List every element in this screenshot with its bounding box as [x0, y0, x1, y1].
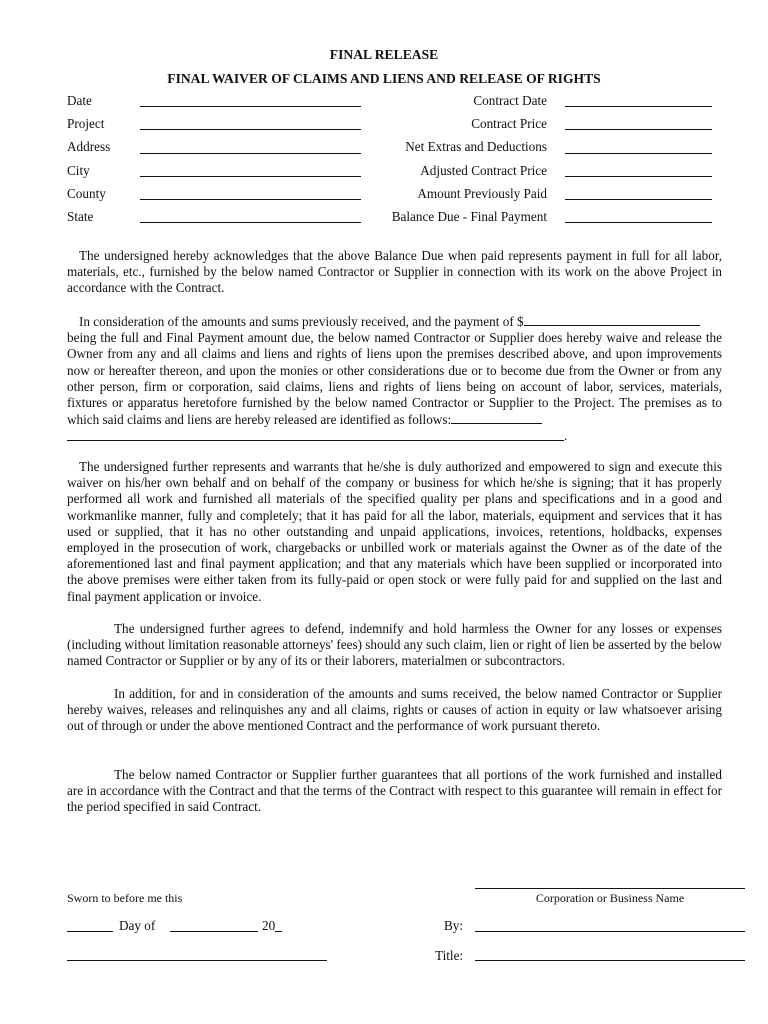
field-input-adjusted-price[interactable] [565, 176, 712, 177]
day-of-label: Day of [119, 918, 156, 933]
paragraph-consideration [67, 313, 722, 428]
paragraph-representations [67, 459, 722, 605]
field-label-balance-due: Balance Due - Final Payment [391, 209, 547, 224]
paragraph-text: The undersigned further agrees to defend, indemnify and hold harmless the Owner for any losses or expenses (including without limitation reasonable attorneys' fees) should any such claim, lien or right of lien be asserted by the below named Contractor or Supplier or by any of its or their laborers, materialmen or subcontractors. [67, 621, 722, 669]
field-input-city[interactable] [140, 176, 361, 177]
paragraph-text: In addition, for and in consideration of the amounts and sums received, the below named Contractor or Supplier hereby waives, releases and relinquishes any and all claims, rights or causes of action in equity or law whatsoever arising out of through or under the above mentioned Contract and the performance of work pursuant thereto. [67, 686, 722, 734]
by-label: By: [444, 918, 464, 933]
field-input-address[interactable] [140, 153, 361, 154]
paragraph-indemnify [67, 621, 722, 670]
field-input-date[interactable] [140, 106, 361, 107]
notary-signature-line[interactable] [67, 960, 327, 961]
field-label-date: Date [67, 93, 92, 108]
year-field[interactable] [275, 931, 282, 932]
field-input-project[interactable] [140, 129, 361, 130]
payment-amount-field[interactable] [524, 313, 700, 326]
document-subtitle: FINAL WAIVER OF CLAIMS AND LIENS AND RELEASE OF RIGHTS [167, 71, 601, 86]
premises-description-line[interactable] [67, 440, 564, 441]
field-label-contract-price: Contract Price [471, 116, 547, 131]
field-input-net-extras[interactable] [565, 153, 712, 154]
title-label: Title: [435, 948, 464, 963]
field-input-county[interactable] [140, 199, 361, 200]
premises-period: . [564, 428, 568, 443]
field-label-contract-date: Contract Date [473, 93, 547, 108]
paragraph-text: The below named Contractor or Supplier further guarantees that all portions of the work furnished and installed are in accordance with the Contract and that the terms of the Contract with respect to this guarantee will remain in effect for the period specified in said Contract. [67, 767, 722, 815]
field-input-balance-due[interactable] [565, 222, 712, 223]
month-field[interactable] [170, 931, 258, 932]
day-field[interactable] [67, 931, 113, 932]
field-input-contract-price[interactable] [565, 129, 712, 130]
field-label-address: Address [67, 139, 111, 154]
title-field[interactable] [475, 960, 745, 961]
field-label-adjusted-price: Adjusted Contract Price [420, 163, 547, 178]
field-input-amount-paid[interactable] [565, 199, 712, 200]
field-input-contract-date[interactable] [565, 106, 712, 107]
corporation-name-line[interactable] [475, 888, 745, 889]
paragraph-guarantee [67, 767, 722, 816]
field-label-project: Project [67, 116, 105, 131]
paragraph-text: In consideration of the amounts and sums previously received, and the payment of $ [79, 314, 524, 329]
field-label-net-extras: Net Extras and Deductions [405, 139, 547, 154]
sworn-label: Sworn to before me this [67, 891, 183, 905]
by-signature-field[interactable] [475, 931, 745, 932]
premises-description-field[interactable] [451, 411, 542, 424]
paragraph-text: The undersigned hereby acknowledges that the above Balance Due when paid represents payment in full for all labor, materials, etc., furnished by the below named Contractor or Supplier in connection with its work on the above Project in accordance with the Contract. [67, 248, 722, 296]
field-label-state: State [67, 209, 94, 224]
document-title: FINAL RELEASE [329, 47, 439, 62]
paragraph-text: being the full and Final Payment amount due, the below named Contractor or Supplier does hereby waive and release the Owner from any and all claims and liens and rights of liens upon the premises described above, and upon improvements now or hereafter thereon, and upon the monies or other considerations due or to become due from the Owner or from any other person, firm or corporation, said claims, liens and rights of liens being on account of labor, services, materials, fixtures or apparatus heretofore furnished by the below named Contractor or Supplier to the Project. The premises as to which said claims and liens are hereby released are identified as follows: [67, 330, 722, 428]
field-input-state[interactable] [140, 222, 361, 223]
paragraph-acknowledgement [67, 248, 722, 297]
field-label-amount-paid: Amount Previously Paid [417, 186, 547, 201]
paragraph-text: The undersigned further represents and warrants that he/she is duly authorized and empowered to sign and execute this waiver on his/her own behalf and on behalf of the company or business for which he/she is signing; that it has properly performed all work and furnished all materials of the specified quality per plans and specifications and in a good and workmanlike manner, fully and completely; that it has paid for all the labor, materials, equipment and services that it has used or supplied, that it has no other outstanding and unpaid applications, invoices, retentions, holdbacks, expenses employed in the prosecution of work, chargebacks or unbilled work or materials against the Owner as of the date of the aforementioned last and final payment application; and that any materials which have been supplied or incorporated into the above premises were either taken from its fully-paid or open stock or were fully paid for and supplied on the last and final payment application or invoice. [67, 459, 722, 604]
corporation-name-label: Corporation or Business Name [535, 891, 685, 905]
field-label-city: City [67, 163, 90, 178]
year-prefix: 20 [262, 918, 276, 933]
field-label-county: County [67, 186, 106, 201]
paragraph-waiver [67, 686, 722, 735]
